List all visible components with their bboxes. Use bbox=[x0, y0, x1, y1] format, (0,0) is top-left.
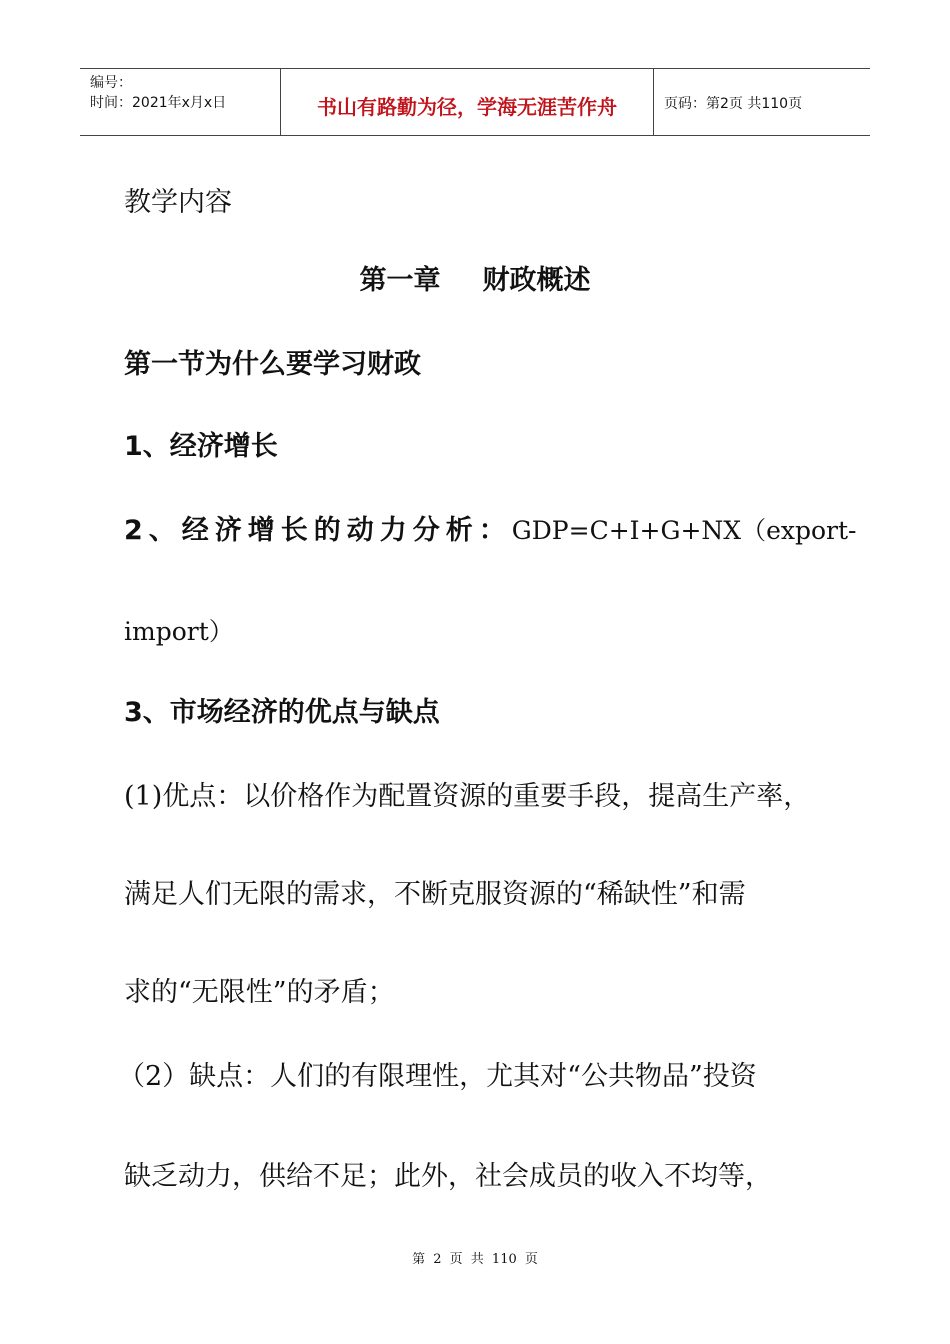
section-label: 教学内容 bbox=[124, 187, 232, 218]
page-label: 页码：第2页 共110页 bbox=[664, 96, 803, 112]
date-label: 时间：2021年x月x日 bbox=[90, 95, 227, 111]
paragraph-2-line-1: （2）缺点：人们的有限理性，尤其对“公共物品”投资 bbox=[118, 1061, 757, 1092]
paragraph-1-line-1: (1)优点：以价格作为配置资源的重要手段，提高生产率， bbox=[124, 781, 811, 812]
section-title: 第一节为什么要学习财政 bbox=[124, 349, 421, 380]
paragraph-1-line-3: 求的“无限性”的矛盾； bbox=[124, 977, 395, 1008]
chapter-heading bbox=[0, 258, 950, 297]
paragraph-2-line-2: 缺乏动力，供给不足；此外，社会成员的收入不均等， bbox=[124, 1161, 772, 1192]
item-1-heading: 1、经济增长 bbox=[124, 431, 278, 462]
header-page-cell bbox=[654, 69, 870, 135]
motto-text: 书山有路勤为径，学海无涯苦作舟 bbox=[317, 94, 617, 119]
item-2-continuation: import） bbox=[124, 617, 234, 646]
chapter-title: 财政概述 bbox=[482, 265, 591, 296]
page-footer: 第 2 页 共 110 页 bbox=[412, 1252, 538, 1267]
chapter-number: 第一章 bbox=[359, 265, 441, 296]
header-motto-cell bbox=[281, 69, 654, 135]
paragraph-1-line-2: 满足人们无限的需求，不断克服资源的“稀缺性”和需 bbox=[124, 879, 746, 910]
page-header bbox=[80, 68, 870, 136]
item-3-heading: 3、市场经济的优点与缺点 bbox=[124, 697, 440, 728]
item-2-line bbox=[124, 508, 856, 547]
item-2-formula: GDP=C+I+G+NX（export- bbox=[511, 516, 857, 545]
number-label: 编号： bbox=[90, 75, 132, 91]
item-2-label: 2、经济增长的动力分析： bbox=[124, 515, 512, 546]
header-meta bbox=[80, 69, 281, 135]
